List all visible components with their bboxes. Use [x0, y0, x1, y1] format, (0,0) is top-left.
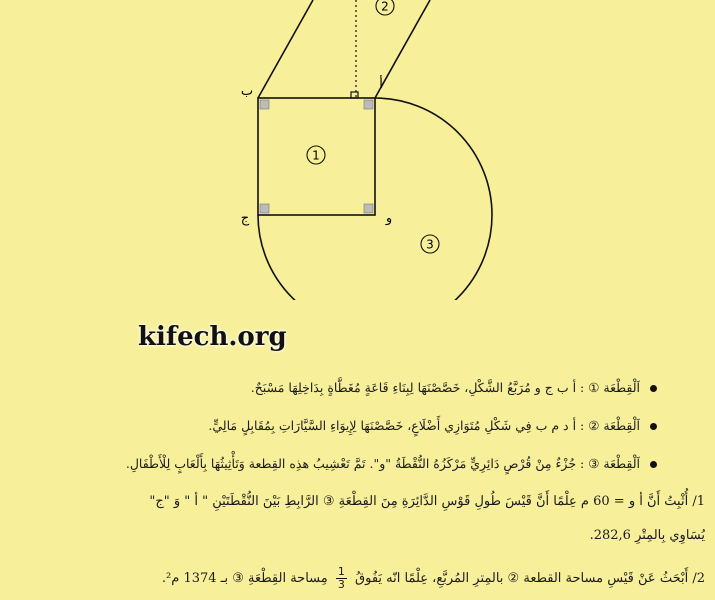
- fraction-one-third: [336, 566, 347, 591]
- corner-mark-b: [260, 100, 269, 109]
- bullet-text-3: اَلْقِطْعَة ③ : جُزْءٌ مِنْ قُرْصٍ دَائِرِيٍّ مَرْكَزُهُ النُّقْطَةُ "و". تَمَّ تَعْشِيبُ هذِه القِطعة وَتَأْثِيثُهَا بِأَلْعَابٍ لِلْأَطْفَالِ.: [125, 456, 640, 471]
- piece-2-number: 2: [381, 0, 389, 14]
- piece-1-number: 1: [312, 148, 320, 163]
- corner-mark-a: [364, 100, 373, 109]
- bullet-text-1: اَلْقِطْعَة ① : أ ب ج و مُرَبَّعُ الشَّكْلِ، خَصَّصْنَهَا لِبِنَاءِ قَاعَةٍ مُغَطَّاةٍ بِدَاخِلِهَا مَسْبَحٌ.: [250, 380, 640, 395]
- vertex-label-w: و: [385, 211, 393, 226]
- watermark-text: kifech.org: [138, 322, 287, 352]
- height-right-angle: [351, 92, 358, 98]
- bullet-dot: [650, 385, 657, 392]
- bullet-dot: [650, 461, 657, 468]
- vertex-label-j: ج: [240, 211, 250, 226]
- question-1-line-2: يُسَاوِي بِالمِتْرِ 282,6.: [589, 528, 705, 543]
- question-1-line-1: 1/ أُثْبِتُ أَنَّ أ و = 60 م عِلْمًا أَنَّ قَيْسَ طُولِ قَوْسِ الدَّائِرَةِ مِنَ القِطْعَةِ ③ الرَّابِطِ بَيْنَ النُّقْطَتَيْنِ " أ " وَ "ج": [149, 494, 705, 509]
- question-2-part-2: مِساحة القِطْعَةِ ③ بـ 1374 م².: [161, 571, 328, 586]
- question-2: [15, 566, 705, 591]
- bullet-text-2: اَلْقِطْعَة ② : أ د م ب فِي شَكْلِ مُتَوَازِي أَضْلَاعٍ، خَصَّصْنَهَا لِإِيوَاءِ السَّيَّارَاتِ بِمُقَابِلٍ مَالِيٍّ.: [208, 418, 640, 433]
- question-2-part-1: 2/ أَبْحَثُ عَنْ قَيْسِ مساحة القطعة ② بالمِترِ المُربَّعِ، عِلْمًا انّه يَفُوقُ: [355, 571, 705, 586]
- corner-mark-j: [260, 204, 269, 213]
- bullet-piece-2: [57, 418, 657, 433]
- bullet-dot: [650, 423, 657, 430]
- vertex-label-b: ب: [240, 84, 254, 99]
- corner-mark-w: [364, 204, 373, 213]
- vertex-label-a: أ: [379, 77, 383, 92]
- parallelogram-side-left: [258, 0, 313, 98]
- bullet-piece-3: [57, 456, 657, 471]
- fraction-denominator: 3: [337, 578, 345, 591]
- fraction-numerator: 1: [337, 565, 345, 578]
- piece-3-number: 3: [426, 237, 434, 252]
- bullet-piece-1: [57, 380, 657, 395]
